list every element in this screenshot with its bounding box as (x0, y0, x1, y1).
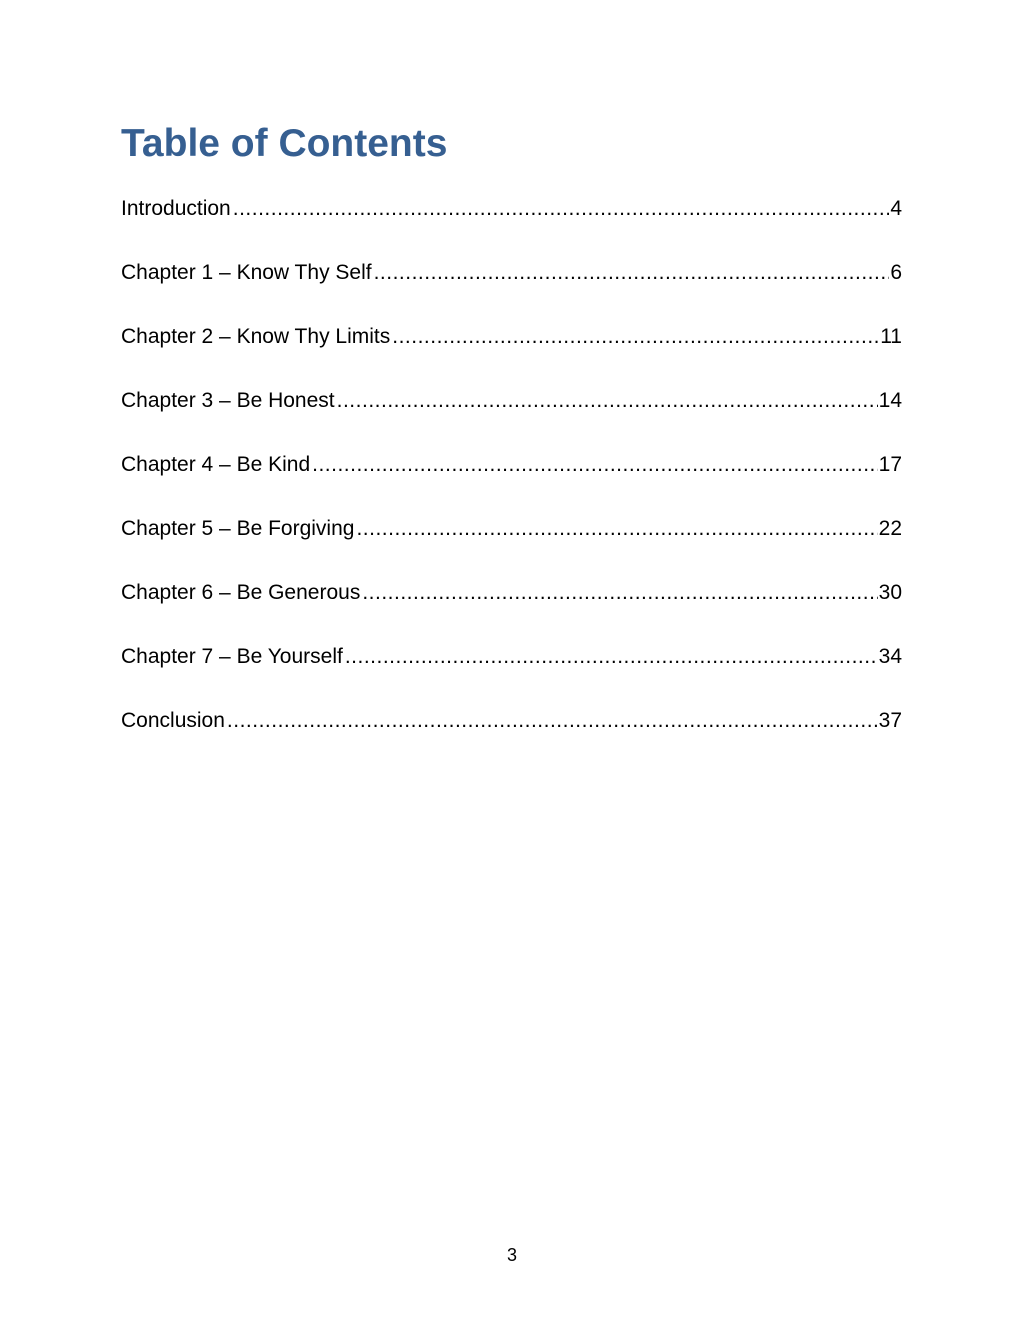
toc-list (121, 192, 902, 768)
toc-entry-chapter-5[interactable] (121, 512, 902, 576)
toc-entry-page: 37 (878, 709, 902, 732)
toc-entry-page: 17 (878, 453, 902, 476)
toc-title: Table of Contents (121, 122, 448, 165)
toc-entry-chapter-4[interactable] (121, 448, 902, 512)
toc-entry-label: Chapter 5 – Be Forgiving (121, 517, 355, 540)
toc-dot-leader (362, 576, 877, 610)
toc-dot-leader (312, 448, 878, 482)
toc-dot-leader (392, 320, 879, 354)
toc-entry-page: 22 (878, 517, 902, 540)
toc-dot-leader (337, 384, 878, 418)
toc-entry-label: Chapter 4 – Be Kind (121, 453, 311, 476)
toc-entry-label: Chapter 3 – Be Honest (121, 389, 335, 412)
toc-entry-page: 4 (890, 197, 902, 220)
toc-dot-leader (356, 512, 877, 546)
page-number: 3 (506, 1245, 517, 1265)
toc-entry-label: Chapter 1 – Know Thy Self (121, 261, 372, 284)
toc-entry-label: Chapter 6 – Be Generous (121, 581, 361, 604)
toc-entry-chapter-3[interactable] (121, 384, 902, 448)
toc-entry-page: 11 (880, 325, 902, 348)
toc-dot-leader (374, 256, 890, 290)
toc-dot-leader (233, 192, 890, 226)
toc-entry-chapter-7[interactable] (121, 640, 902, 704)
toc-dot-leader (345, 640, 878, 674)
toc-entry-page: 34 (878, 645, 902, 668)
toc-entry-chapter-6[interactable] (121, 576, 902, 640)
toc-entry-page: 6 (890, 261, 902, 284)
toc-entry-label: Chapter 2 – Know Thy Limits (121, 325, 391, 348)
toc-entry-conclusion[interactable] (121, 704, 902, 768)
toc-entry-chapter-2[interactable] (121, 320, 902, 384)
toc-entry-introduction[interactable] (121, 192, 902, 256)
toc-entry-label: Introduction (121, 197, 231, 220)
toc-entry-page: 30 (878, 581, 902, 604)
toc-entry-chapter-1[interactable] (121, 256, 902, 320)
toc-dot-leader (227, 704, 878, 738)
toc-entry-page: 14 (878, 389, 902, 412)
toc-entry-label: Conclusion (121, 709, 225, 732)
toc-entry-label: Chapter 7 – Be Yourself (121, 645, 343, 668)
